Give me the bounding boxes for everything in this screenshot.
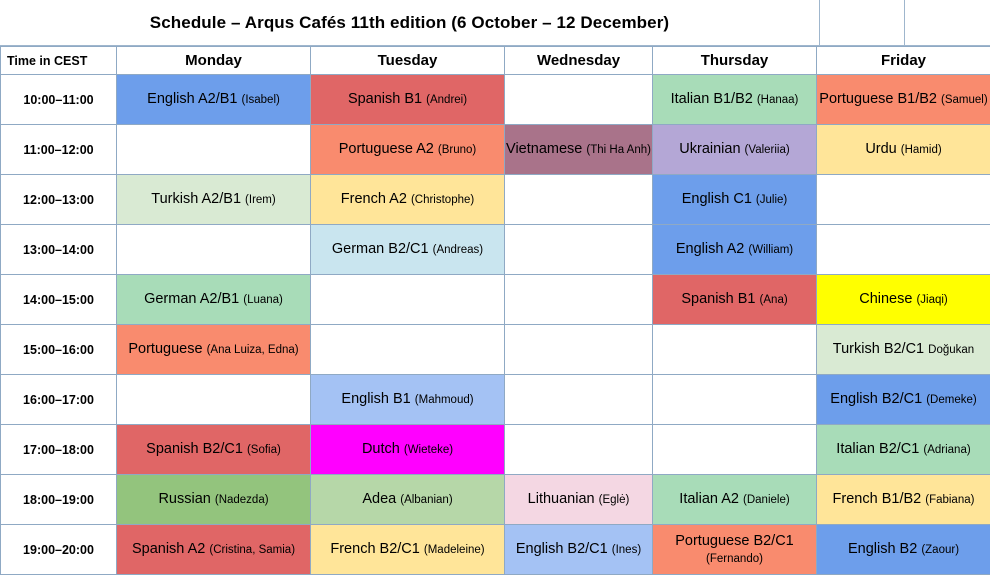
schedule-cell-session[interactable] (817, 75, 990, 125)
session-language: French (330, 541, 376, 558)
schedule-cell-session[interactable] (817, 525, 990, 575)
day-header-thursday: Thursday (653, 47, 817, 75)
session-language: Spanish (131, 541, 185, 558)
table-row (1, 125, 990, 175)
table-row (1, 325, 990, 375)
schedule-cell-empty (817, 175, 990, 225)
session-language: French (340, 191, 386, 208)
session-tutor: (Isabel) (241, 94, 280, 107)
session-level: B2/C1 (388, 241, 429, 258)
session-tutor: (Andreas) (432, 244, 484, 257)
schedule-cell-empty (117, 225, 311, 275)
session-level: C1 (733, 191, 752, 208)
session-level: A2/B1 (201, 191, 242, 208)
schedule-cell-session[interactable] (653, 125, 817, 175)
session-language: Italian (670, 91, 710, 108)
schedule-cell-session[interactable] (311, 125, 505, 175)
schedule-cell-session[interactable] (311, 375, 505, 425)
schedule-cell-session[interactable] (311, 75, 505, 125)
session-level: B1/B2 (713, 91, 753, 108)
session-level: B1 (404, 91, 423, 108)
table-row (1, 75, 990, 125)
time-slot-label: 13:00–14:00 (1, 225, 117, 275)
schedule-cell-empty (311, 275, 505, 325)
session-level: A2/B1 (197, 91, 238, 108)
session-language: Portuguese (338, 141, 413, 158)
session-language: English (830, 391, 878, 408)
session-tutor: (Hamid) (900, 144, 942, 157)
session-tutor: (Jiaqi) (916, 294, 948, 307)
day-header-friday: Friday (817, 47, 990, 75)
session-language: Turkish (832, 341, 880, 358)
title-strip (0, 0, 990, 46)
session-level: A2 (721, 491, 739, 508)
title-spacer-2 (905, 0, 990, 46)
session-tutor: (Fernando) (706, 552, 763, 565)
session-language: English (515, 541, 564, 558)
schedule-cell-empty (505, 375, 653, 425)
table-row (1, 375, 990, 425)
session-level: A2 (416, 141, 434, 158)
schedule-cell-empty (653, 325, 817, 375)
table-row (1, 425, 990, 475)
session-language: Vietnamese (506, 141, 583, 158)
session-tutor: (Demeke) (926, 394, 977, 407)
session-language: English (681, 191, 730, 208)
day-header-monday: Monday (117, 47, 311, 75)
time-slot-label: 15:00–16:00 (1, 325, 117, 375)
session-language: Ukrainian (679, 141, 741, 158)
schedule-cell-session[interactable] (505, 125, 653, 175)
session-language: English (147, 91, 195, 108)
time-slot-label: 10:00–11:00 (1, 75, 117, 125)
session-tutor: (William) (748, 244, 794, 257)
session-tutor: (Albanian) (400, 494, 453, 507)
session-language: Russian (158, 491, 211, 508)
session-language: Portuguese (819, 91, 894, 108)
title-cell (0, 0, 820, 46)
session-language: Lithuanian (527, 491, 595, 508)
schedule-cell-session[interactable] (117, 175, 311, 225)
schedule-cell-session[interactable] (817, 275, 990, 325)
session-tutor: (Cristina, Samia) (209, 544, 296, 557)
session-tutor: (Fabiana) (925, 494, 975, 507)
schedule-table (0, 46, 990, 575)
time-slot-label: 19:00–20:00 (1, 525, 117, 575)
session-tutor: (Adriana) (923, 444, 971, 457)
session-language: Adea (362, 491, 397, 508)
header-row (1, 47, 990, 75)
schedule-cell-empty (505, 325, 653, 375)
session-level: B2/C1 (881, 391, 923, 408)
schedule-cell-session[interactable] (653, 225, 817, 275)
schedule-cell-session[interactable] (311, 525, 505, 575)
session-level: B2/C1 (567, 541, 608, 558)
session-tutor: (Andrei) (426, 94, 468, 107)
session-language: German (331, 241, 385, 258)
schedule-cell-session[interactable] (653, 475, 817, 525)
schedule-cell-empty (311, 325, 505, 375)
time-slot-label: 12:00–13:00 (1, 175, 117, 225)
session-level: A2 (389, 191, 407, 208)
schedule-cell-empty (505, 275, 653, 325)
schedule-cell-session[interactable] (817, 375, 990, 425)
schedule-cell-session[interactable] (311, 175, 505, 225)
session-level: B1/B2 (881, 491, 922, 508)
session-tutor: (Christophe) (410, 194, 475, 207)
session-level: B1/B2 (897, 91, 937, 108)
schedule-cell-session[interactable] (505, 525, 653, 575)
schedule-cell-session[interactable] (117, 475, 311, 525)
schedule-cell-session[interactable] (817, 475, 990, 525)
table-row (1, 225, 990, 275)
schedule-cell-session[interactable] (311, 425, 505, 475)
schedule-cell-empty (653, 425, 817, 475)
schedule-cell-session[interactable] (817, 325, 990, 375)
session-language: Spanish (681, 291, 734, 308)
day-header-wednesday: Wednesday (505, 47, 653, 75)
session-tutor: (Ana Luiza, Edna) (206, 344, 299, 357)
schedule-cell-empty (117, 125, 311, 175)
session-level: B2/C1 (879, 441, 920, 458)
session-language: English (675, 241, 724, 258)
time-slot-label: 11:00–12:00 (1, 125, 117, 175)
session-language: Dutch (361, 441, 400, 458)
session-tutor: (Ana) (759, 294, 788, 307)
table-row (1, 475, 990, 525)
schedule-cell-session[interactable] (653, 175, 817, 225)
session-tutor: (Ines) (611, 544, 642, 557)
session-language: German (144, 291, 197, 308)
session-language: Italian (679, 491, 718, 508)
session-tutor: (Daniele) (743, 494, 790, 507)
schedule-cell-empty (505, 425, 653, 475)
table-row (1, 525, 990, 575)
table-body (1, 75, 990, 575)
session-language: Turkish (151, 191, 199, 208)
table-header (1, 47, 990, 75)
title-spacer-1 (820, 0, 905, 46)
session-tutor: (Wieteke) (403, 444, 454, 457)
session-tutor: (Nadezda) (214, 494, 269, 507)
schedule-cell-empty (817, 225, 990, 275)
session-language: Portuguese (675, 532, 750, 549)
schedule-cell-empty (505, 225, 653, 275)
session-language: Spanish (347, 91, 401, 108)
session-tutor: (Hanaa) (756, 94, 799, 107)
session-language: Spanish (146, 441, 199, 458)
schedule-cell-session[interactable] (653, 75, 817, 125)
schedule-cell-session[interactable] (311, 475, 505, 525)
schedule-cell-session[interactable] (117, 275, 311, 325)
session-language: Italian (836, 441, 875, 458)
session-tutor: (Irem) (245, 194, 276, 207)
schedule-cell-empty (505, 75, 653, 125)
session-level: B2/C1 (883, 341, 925, 358)
schedule-cell-session[interactable] (117, 525, 311, 575)
time-column-header: Time in CEST (1, 47, 117, 75)
schedule-cell-session[interactable] (117, 325, 311, 375)
table-row (1, 175, 990, 225)
session-language: English (847, 541, 896, 558)
session-tutor: Doğukan (928, 344, 975, 357)
session-language: English (341, 391, 389, 408)
session-level: A2 (187, 541, 206, 558)
session-level: B1 (393, 391, 411, 408)
page-title: Schedule – Arqus Cafés 11th edition (6 October – 12 December) (149, 12, 670, 32)
session-tutor: (Samuel) (941, 94, 988, 107)
schedule-cell-empty (117, 375, 311, 425)
schedule-cell-session[interactable] (505, 475, 653, 525)
session-tutor: (Valeriia) (744, 144, 790, 157)
session-language: Portuguese (128, 341, 203, 358)
schedule-cell-empty (653, 375, 817, 425)
session-language: Urdu (865, 141, 897, 158)
time-slot-label: 16:00–17:00 (1, 375, 117, 425)
session-level: B2/C1 (753, 532, 794, 549)
schedule-cell-session[interactable] (653, 525, 817, 575)
session-tutor: (Bruno) (437, 144, 477, 157)
session-level: B2/C1 (379, 541, 420, 558)
session-tutor: (Sofia) (246, 444, 281, 457)
schedule-cell-session[interactable] (817, 425, 990, 475)
time-slot-label: 17:00–18:00 (1, 425, 117, 475)
table-row (1, 275, 990, 325)
session-tutor: (Madeleine) (423, 544, 485, 557)
session-tutor: (Thi Ha Anh) (586, 144, 651, 157)
schedule-cell-session[interactable] (653, 275, 817, 325)
session-level: A2 (726, 241, 745, 258)
session-tutor: (Zaour) (921, 544, 960, 557)
session-tutor: (Mahmoud) (414, 394, 474, 407)
schedule-cell-session[interactable] (311, 225, 505, 275)
time-slot-label: 14:00–15:00 (1, 275, 117, 325)
session-level: A2/B1 (199, 291, 240, 308)
session-tutor: (Luana) (243, 294, 283, 307)
schedule-cell-session[interactable] (117, 425, 311, 475)
schedule-cell-session[interactable] (117, 75, 311, 125)
session-level: B1 (737, 291, 756, 308)
schedule-cell-session[interactable] (817, 125, 990, 175)
session-level: B2 (899, 541, 918, 558)
time-slot-label: 18:00–19:00 (1, 475, 117, 525)
session-tutor: (Julie) (755, 194, 788, 207)
session-tutor: (Eglė) (598, 494, 630, 507)
schedule-cell-empty (505, 175, 653, 225)
session-level: B2/C1 (202, 441, 243, 458)
session-language: French (832, 491, 878, 508)
session-language: Chinese (859, 291, 913, 308)
day-header-tuesday: Tuesday (311, 47, 505, 75)
